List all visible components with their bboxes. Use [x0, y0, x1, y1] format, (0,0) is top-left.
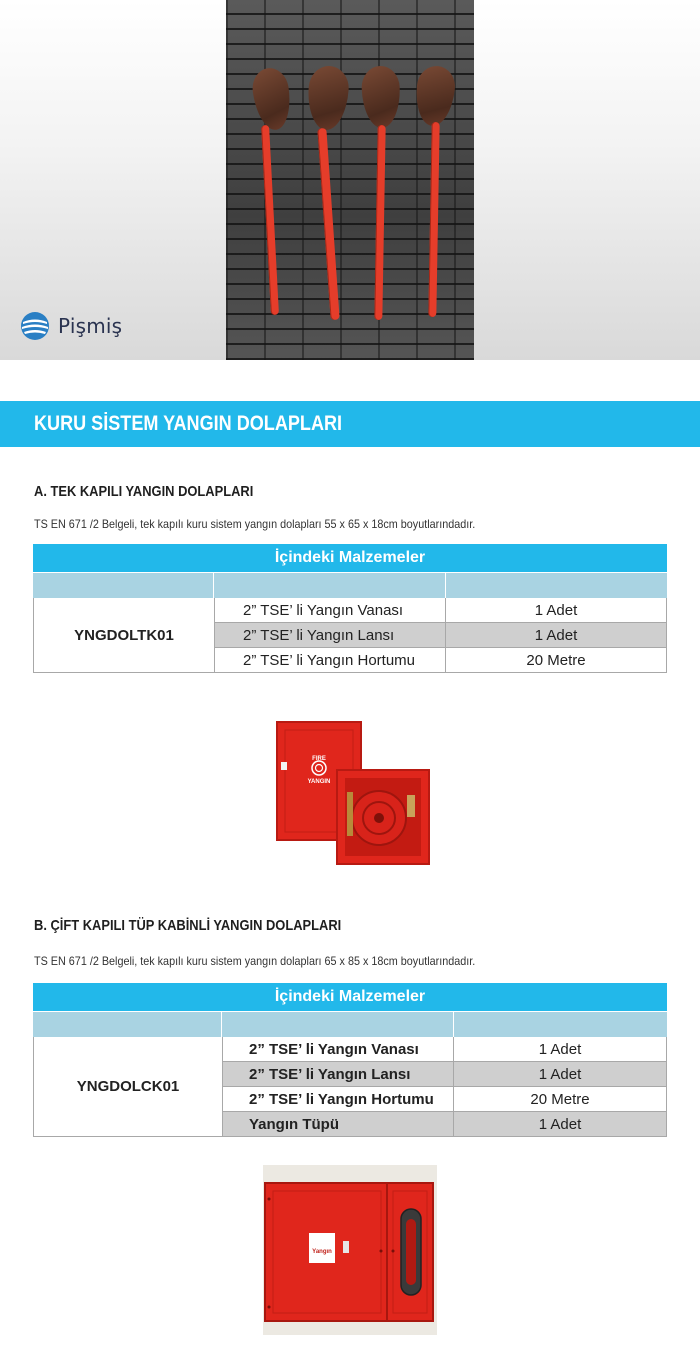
item-name: 2” TSE’ li Yangın Lansı — [223, 1062, 454, 1086]
item-name: 2” TSE’ li Yangın Lansı — [215, 623, 446, 647]
cabinet-label-fire: FIRE — [312, 756, 326, 762]
table-header: İçindeki Malzemeler — [33, 544, 667, 572]
hero-section — [0, 0, 700, 360]
table-row — [223, 1037, 666, 1062]
table-row — [223, 1087, 666, 1112]
item-quantity: 1 Adet — [538, 1065, 582, 1083]
cabinet-label: Yangın — [312, 1249, 332, 1255]
pismis-logo-icon — [20, 311, 50, 341]
table-row — [215, 623, 666, 648]
section-b-description: TS EN 671 /2 Belgeli, tek kapılı kuru sistem yangın dolapları 65 x 85 x 18cm boyutlarındadır. — [34, 954, 476, 968]
item-name: 2” TSE’ li Yangın Vanası — [223, 1037, 454, 1061]
item-quantity: 1 Adet — [534, 626, 578, 644]
item-quantity: 20 Metre — [526, 651, 586, 669]
section-a-description: TS EN 671 /2 Belgeli, tek kapılı kuru sistem yangın dolapları 55 x 65 x 18cm boyutlarındadır. — [34, 517, 476, 531]
section-b-title: B. ÇİFT KAPILI TÜP KABİNLİ YANGIN DOLAPLARI — [34, 917, 342, 934]
shovels-on-brick-wall-photo — [226, 0, 474, 360]
page-title: KURU SİSTEM YANGIN DOLAPLARI — [34, 412, 343, 435]
brand-logo[interactable] — [20, 311, 122, 341]
table-row — [215, 598, 666, 623]
single-door-cabinet-image — [275, 720, 431, 866]
product-code: YNGDOLTK01 — [34, 598, 215, 672]
section-a-title: A. TEK KAPILI YANGIN DOLAPLARI — [34, 483, 254, 500]
table-body — [33, 598, 667, 673]
product-code: YNGDOLCK01 — [34, 1037, 223, 1136]
table-header: İçindeki Malzemeler — [33, 983, 667, 1011]
brand-name: Pişmiş — [58, 314, 123, 338]
table-row — [223, 1112, 666, 1136]
item-name: 2” TSE’ li Yangın Hortumu — [223, 1087, 454, 1111]
item-quantity: 1 Adet — [538, 1040, 582, 1058]
materials-table-a — [33, 544, 667, 673]
table-subheader — [33, 572, 667, 598]
cabinet-label-yangin: YANGIN — [307, 779, 331, 785]
section-banner — [0, 401, 700, 447]
item-quantity: 20 Metre — [530, 1090, 590, 1108]
item-quantity: 1 Adet — [534, 601, 578, 619]
table-subheader — [33, 1011, 667, 1037]
item-name: 2” TSE’ li Yangın Hortumu — [215, 648, 446, 672]
table-row — [215, 648, 666, 672]
materials-table-b — [33, 983, 667, 1137]
table-body — [33, 1037, 667, 1137]
item-name: Yangın Tüpü — [223, 1112, 454, 1136]
item-name: 2” TSE’ li Yangın Vanası — [215, 598, 446, 622]
double-door-cabinet-image — [263, 1165, 437, 1335]
item-quantity: 1 Adet — [538, 1115, 582, 1133]
table-row — [223, 1062, 666, 1087]
